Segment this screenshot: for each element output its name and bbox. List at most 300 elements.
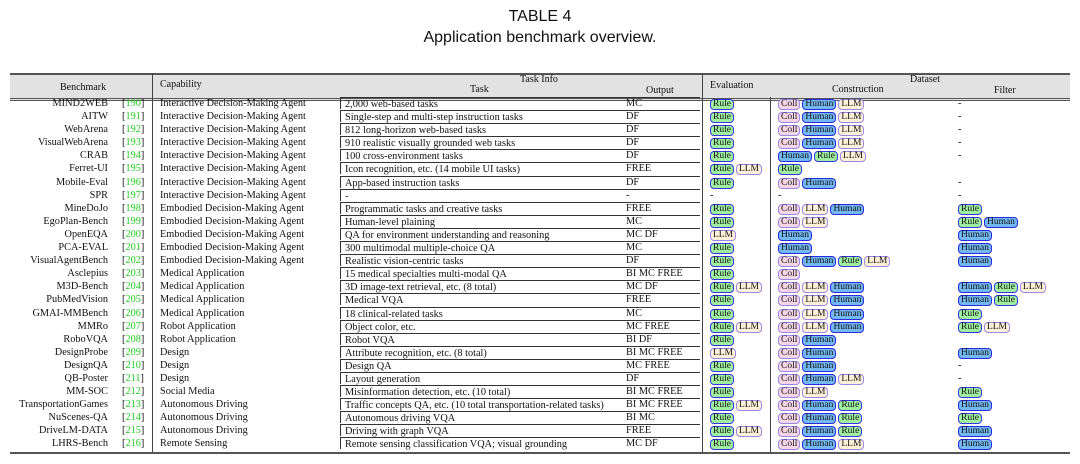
filter: - (958, 372, 962, 384)
citation-link[interactable] (122, 385, 144, 398)
bracket: [ (122, 150, 126, 162)
task: Misinformation detection, etc. (10 total) (340, 385, 700, 397)
bracket: [ (122, 399, 126, 411)
llm-badge: LLM (984, 322, 1010, 333)
bracket: ] (140, 372, 144, 384)
citation-link[interactable] (122, 293, 144, 306)
coll-badge: Coll (778, 348, 800, 359)
construction (778, 123, 866, 136)
citation-number: 194 (125, 150, 141, 162)
rule-badge: Rule (838, 400, 862, 411)
citation-link[interactable] (122, 215, 144, 228)
capability: Medical Application (160, 268, 245, 280)
benchmark-name: DesignProbe (54, 346, 108, 358)
construction (778, 398, 864, 411)
evaluation (710, 385, 736, 398)
bracket: [ (122, 320, 126, 332)
evaluation (710, 280, 764, 293)
human-badge: Human (802, 178, 836, 189)
rule-badge: Rule (710, 413, 734, 424)
capability: Interactive Decision-Making Agent (160, 163, 306, 175)
filter (958, 437, 994, 450)
llm-badge: LLM (838, 138, 864, 149)
bracket: ] (140, 346, 145, 358)
capability: Medical Application (160, 281, 245, 293)
capability: Medical Application (160, 294, 245, 306)
task: Human-level plaining (340, 215, 700, 227)
capability: Embodied Decision-Making Agent (160, 242, 305, 254)
llm-badge: LLM (838, 125, 864, 136)
bracket: ] (140, 111, 145, 123)
construction (778, 162, 804, 175)
benchmark-name: M3D-Bench (56, 281, 108, 293)
evaluation (710, 176, 736, 189)
construction (778, 149, 868, 162)
construction: - (778, 189, 782, 201)
output-type: MC (626, 215, 643, 227)
filter (958, 424, 994, 437)
output-type: BI MC FREE (626, 346, 683, 358)
task: Medical VQA (340, 293, 700, 305)
capability: Interactive Decision-Making Agent (160, 137, 306, 149)
output-type: BI DF (626, 333, 653, 345)
output-type: BI MC FREE (626, 268, 683, 280)
bracket: [ (122, 359, 126, 371)
human-badge: Human (802, 138, 836, 149)
filter (958, 320, 1012, 333)
citation-link[interactable] (122, 437, 144, 450)
bracket: [ (122, 333, 126, 345)
rule-badge: Rule (958, 413, 982, 424)
rule-badge: Rule (710, 138, 734, 149)
output-type: MC FREE (626, 359, 670, 371)
task: Object color, etc. (340, 320, 700, 332)
bracket: ] (140, 359, 145, 371)
human-badge: Human (802, 335, 836, 346)
citation-number: 204 (125, 281, 141, 293)
output-type: - (626, 189, 630, 201)
llm-badge: LLM (802, 295, 828, 306)
rule-badge: Rule (710, 243, 734, 254)
capability: Remote Sensing (160, 438, 228, 450)
rule-badge: Rule (838, 256, 862, 267)
human-badge: Human (958, 439, 992, 450)
citation-link[interactable] (122, 320, 144, 333)
output-type: BI MC (626, 412, 655, 424)
human-badge: Human (958, 426, 992, 437)
capability: Design (160, 359, 190, 371)
output-type: FREE (626, 163, 652, 175)
output-type: MC (626, 307, 643, 319)
bracket: [ (122, 124, 126, 136)
human-badge: Human (802, 112, 836, 123)
header-task: Task (470, 84, 489, 95)
citation-link[interactable] (122, 424, 144, 437)
output-type: MC FREE (626, 320, 670, 332)
output-type: FREE (626, 202, 652, 214)
header-capability: Capability (160, 79, 202, 90)
filter: - (958, 137, 962, 149)
citation-number: 196 (125, 176, 141, 188)
evaluation: - (710, 189, 714, 201)
rule-badge: Rule (710, 309, 734, 320)
benchmark-name: PCA-EVAL (58, 242, 108, 254)
evaluation (710, 241, 736, 254)
citation-link[interactable] (122, 189, 144, 202)
llm-badge: LLM (802, 309, 828, 320)
citation-number: 195 (125, 163, 141, 175)
task: Attribute recognition, etc. (8 total) (340, 346, 700, 358)
llm-badge: LLM (838, 99, 864, 110)
citation-link[interactable] (122, 228, 144, 241)
task: 15 medical specialties multi-modal QA (340, 267, 700, 279)
table-caption: Application benchmark overview. (423, 29, 657, 46)
rule-badge: Rule (710, 426, 734, 437)
capability: Design (160, 372, 190, 384)
table-row (10, 333, 1070, 346)
table-row (10, 254, 1070, 267)
bracket: [ (122, 386, 126, 398)
table-row (10, 307, 1070, 320)
benchmark-name: MMRo (77, 320, 108, 332)
citation-link[interactable] (122, 97, 144, 110)
citation-link[interactable] (122, 346, 144, 359)
coll-badge: Coll (778, 112, 800, 123)
human-badge: Human (958, 243, 992, 254)
bracket: [ (122, 189, 126, 201)
bracket: [ (122, 163, 126, 175)
table-row (10, 385, 1070, 398)
human-badge: Human (958, 400, 992, 411)
benchmark-name: QB-Poster (64, 372, 108, 384)
citation-link[interactable] (122, 123, 144, 136)
task: 18 clinical-related tasks (340, 307, 700, 319)
capability: Interactive Decision-Making Agent (160, 124, 306, 136)
benchmark-name: OpenEQA (64, 228, 108, 240)
citation-number: 214 (125, 412, 141, 424)
citation-link[interactable] (122, 307, 144, 320)
benchmark-name: MineDoJo (64, 202, 108, 214)
citation-link[interactable] (122, 162, 144, 175)
construction (778, 346, 838, 359)
construction (778, 424, 864, 437)
filter: - (958, 150, 962, 162)
benchmark-name: CRAB (79, 150, 108, 162)
header-construction: Construction (832, 84, 884, 95)
construction (778, 293, 866, 306)
table-row (10, 346, 1070, 359)
capability: Robot Application (160, 320, 236, 332)
citation-link[interactable] (122, 267, 144, 280)
benchmark-name: RoboVQA (63, 333, 108, 345)
rule-badge: Rule (710, 400, 734, 411)
construction (778, 333, 838, 346)
rule-badge: Rule (710, 99, 734, 110)
table-row (10, 293, 1070, 306)
evaluation (710, 424, 764, 437)
llm-badge: LLM (736, 322, 762, 333)
task: - (340, 189, 700, 201)
citation-number: 207 (125, 320, 141, 332)
citation-number: 200 (125, 228, 141, 240)
table-row (10, 215, 1070, 228)
table-row (10, 241, 1070, 254)
capability: Embodied Decision-Making Agent (160, 215, 305, 227)
coll-badge: Coll (778, 309, 800, 320)
human-badge: Human (830, 295, 864, 306)
table-row (10, 267, 1070, 280)
rule-badge: Rule (958, 217, 982, 228)
coll-badge: Coll (778, 138, 800, 149)
table-row (10, 162, 1070, 175)
human-badge: Human (802, 439, 836, 450)
construction (778, 241, 814, 254)
bracket: ] (140, 281, 145, 293)
benchmark-name: DriveLM-DATA (39, 425, 108, 437)
rule-badge: Rule (710, 322, 734, 333)
llm-badge: LLM (802, 322, 828, 333)
citation-link[interactable] (122, 149, 144, 162)
task: Realistic vision-centric tasks (340, 254, 700, 266)
task: Remote sensing classification VQA; visual grounding (340, 437, 700, 449)
llm-badge: LLM (736, 400, 762, 411)
construction (778, 97, 866, 110)
citation-number: 208 (125, 333, 141, 345)
output-type: DF (626, 111, 640, 123)
llm-badge: LLM (736, 426, 762, 437)
capability: Embodied Decision-Making Agent (160, 228, 305, 240)
bracket: ] (140, 150, 145, 162)
citation-link[interactable] (122, 254, 144, 267)
benchmark-name: SPR (89, 189, 108, 201)
bracket: [ (122, 268, 126, 280)
citation-number: 203 (125, 268, 141, 280)
bracket: [ (122, 255, 126, 267)
table-body (10, 97, 1070, 451)
filter (958, 307, 984, 320)
coll-badge: Coll (778, 178, 800, 189)
citation-link[interactable] (122, 411, 144, 424)
evaluation (710, 149, 736, 162)
evaluation (710, 123, 736, 136)
bracket: ] (140, 137, 145, 149)
table-row (10, 189, 1070, 202)
construction (778, 215, 830, 228)
llm-badge: LLM (838, 374, 864, 385)
citation-number: 215 (125, 425, 141, 437)
human-badge: Human (984, 217, 1018, 228)
table-row (10, 136, 1070, 149)
benchmark-name: Ferret-UI (69, 163, 108, 175)
filter: - (958, 124, 962, 136)
llm-badge: LLM (736, 164, 762, 175)
table-row (10, 202, 1070, 215)
llm-badge: LLM (1020, 282, 1046, 293)
construction (778, 437, 866, 450)
table-row (10, 437, 1070, 450)
filter: - (958, 176, 962, 188)
filter: - (958, 189, 962, 201)
evaluation (710, 267, 736, 280)
task: Robot VQA (340, 333, 700, 345)
capability: Interactive Decision-Making Agent (160, 111, 306, 123)
llm-badge: LLM (840, 151, 866, 162)
human-badge: Human (958, 348, 992, 359)
bracket: [ (122, 372, 126, 384)
benchmark-name: Asclepius (67, 268, 108, 280)
rule-badge: Rule (710, 439, 734, 450)
task: Single-step and multi-step instruction tasks (340, 110, 700, 122)
header-dataset: Dataset (910, 74, 940, 85)
task: Programmatic tasks and creative tasks (340, 202, 700, 214)
evaluation (710, 307, 736, 320)
rule-badge: Rule (958, 204, 982, 215)
bracket: ] (140, 320, 145, 332)
filter: - (958, 359, 962, 371)
task: 300 multimodal multiple-choice QA (340, 241, 700, 253)
output-type: FREE (626, 294, 652, 306)
citation-number: 190 (125, 98, 141, 109)
benchmark-name: EgoPlan-Bench (43, 215, 108, 227)
filter (958, 293, 1020, 306)
citation-link[interactable] (122, 280, 144, 293)
bracket: ] (140, 242, 145, 254)
table-row (10, 149, 1070, 162)
capability: Embodied Decision-Making Agent (160, 202, 305, 214)
evaluation (710, 97, 736, 110)
llm-badge: LLM (864, 256, 890, 267)
citation-link[interactable] (122, 372, 144, 385)
capability: Autonomous Driving (160, 412, 248, 424)
construction (778, 176, 838, 189)
citation-link[interactable] (122, 359, 144, 372)
human-badge: Human (802, 125, 836, 136)
capability: Interactive Decision-Making Agent (160, 150, 306, 162)
citation-number: 197 (125, 189, 141, 201)
coll-badge: Coll (778, 99, 800, 110)
bracket: ] (140, 386, 145, 398)
capability: Interactive Decision-Making Agent (160, 176, 306, 188)
construction (778, 202, 866, 215)
filter (958, 254, 994, 267)
human-badge: Human (802, 374, 836, 385)
header-output: Output (646, 85, 674, 96)
task: 100 cross-environment tasks (340, 149, 700, 161)
benchmark-name: NuScenes-QA (48, 412, 108, 424)
table-row (10, 320, 1070, 333)
bracket: [ (122, 242, 126, 254)
coll-badge: Coll (778, 439, 800, 450)
citation-link[interactable] (122, 110, 144, 123)
human-badge: Human (958, 282, 992, 293)
construction (778, 359, 838, 372)
filter (958, 241, 994, 254)
construction (778, 320, 866, 333)
coll-badge: Coll (778, 204, 800, 215)
construction (778, 280, 866, 293)
human-badge: Human (778, 243, 812, 254)
output-type: BI MC FREE (626, 386, 683, 398)
capability: Autonomous Driving (160, 425, 248, 437)
evaluation (710, 372, 736, 385)
coll-badge: Coll (778, 295, 800, 306)
evaluation (710, 254, 736, 267)
citation-number: 209 (125, 346, 141, 358)
citation-link[interactable] (122, 333, 144, 346)
capability: Robot Application (160, 333, 236, 345)
llm-badge: LLM (838, 112, 864, 123)
citation-link[interactable] (122, 136, 144, 149)
benchmark-name: VisualWebArena (37, 137, 108, 149)
bracket: ] (140, 255, 145, 267)
capability: Social Media (160, 386, 215, 398)
evaluation (710, 437, 736, 450)
task: 3D image-text retrieval, etc. (8 total) (340, 280, 700, 292)
bracket: ] (140, 268, 145, 280)
bracket: ] (140, 228, 145, 240)
table-row (10, 110, 1070, 123)
table-row (10, 176, 1070, 189)
citation-number: 216 (125, 438, 141, 450)
bracket: [ (122, 215, 126, 227)
table-bottom-rule (10, 452, 1070, 454)
bracket: [ (122, 346, 126, 358)
citation-link[interactable] (122, 176, 144, 189)
llm-badge: LLM (802, 387, 828, 398)
benchmark-name: GMAI-MMBench (32, 307, 108, 319)
citation-number: 191 (125, 111, 141, 123)
benchmark-name: VisualAgentBench (30, 255, 108, 267)
benchmark-name: TransportationGames (19, 399, 108, 411)
evaluation (710, 202, 736, 215)
bracket: [ (122, 425, 126, 437)
coll-badge: Coll (778, 269, 800, 280)
citation-link[interactable] (122, 241, 144, 254)
bracket: ] (140, 425, 145, 437)
rule-badge: Rule (958, 322, 982, 333)
evaluation (710, 293, 736, 306)
citation-number: 198 (125, 202, 141, 214)
human-badge: Human (802, 99, 836, 110)
construction (778, 254, 892, 267)
human-badge: Human (958, 295, 992, 306)
rule-badge: Rule (710, 151, 734, 162)
table-row (10, 97, 1070, 110)
llm-badge: LLM (710, 230, 736, 241)
rule-badge: Rule (710, 256, 734, 267)
human-badge: Human (830, 282, 864, 293)
rule-badge: Rule (710, 374, 734, 385)
bracket: [ (122, 412, 126, 424)
human-badge: Human (802, 426, 836, 437)
filter (958, 411, 984, 424)
evaluation (710, 359, 736, 372)
task: Autonomous driving VQA (340, 411, 700, 423)
benchmark-name: Mobile-Eval (55, 176, 108, 188)
coll-badge: Coll (778, 400, 800, 411)
rule-badge: Rule (710, 295, 734, 306)
bracket: ] (140, 333, 145, 345)
human-badge: Human (778, 151, 812, 162)
filter (958, 215, 1020, 228)
coll-badge: Coll (778, 322, 800, 333)
citation-link[interactable] (122, 398, 144, 411)
task: App-based instruction tasks (340, 176, 700, 188)
output-type: MC DF (626, 228, 658, 240)
bracket: [ (122, 111, 126, 123)
citation-link[interactable] (122, 202, 144, 215)
citation-number: 213 (125, 399, 141, 411)
